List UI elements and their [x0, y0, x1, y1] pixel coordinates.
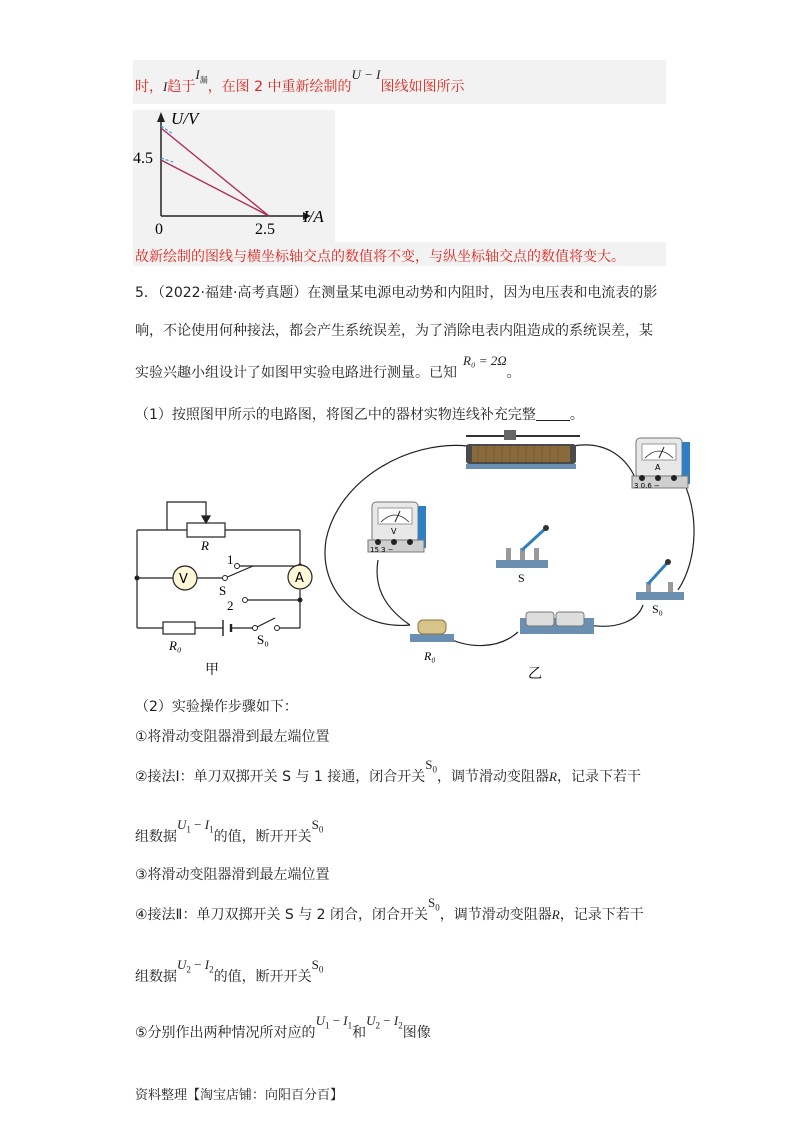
svg-text:A: A — [295, 571, 304, 586]
svg-text:1: 1 — [227, 552, 234, 567]
y-axis-label: U/V — [171, 110, 199, 128]
r0-formula: R₀ = 2Ω — [463, 353, 507, 368]
svg-text:V: V — [179, 572, 188, 587]
svg-text:S: S — [518, 571, 525, 585]
svg-text:R₀: R₀ — [424, 649, 436, 663]
svg-text:2: 2 — [227, 598, 234, 613]
u-i-graph — [133, 110, 335, 242]
svg-text:甲: 甲 — [205, 662, 219, 678]
svg-text:S₀: S₀ — [257, 632, 269, 647]
switch-s0-device — [636, 559, 684, 616]
x-tick-label: 2.5 — [255, 221, 275, 238]
circuit-physical-yi — [318, 420, 698, 685]
question-1: （1）按照图甲所示的电路图，将图乙中的器材实物连线补充完整 。 — [135, 407, 584, 423]
svg-text:15 3 −: 15 3 − — [370, 546, 394, 554]
conclusion-text: 故新绘制的图线与横坐标轴交点的数值将不变，与纵坐标轴交点的数值将变大。 — [135, 249, 625, 265]
answer-blank — [536, 406, 570, 421]
svg-text:S: S — [219, 583, 227, 598]
step-2-cont: 组数据$U_1 - I_1$的值，断开开关$S_0$ — [135, 817, 324, 845]
voltmeter-device — [368, 502, 426, 554]
problem-line-1: 5．（2022·福建·高考真题）在测量某电源电动势和内阻时，因为电压表和电流表的影 — [135, 285, 658, 301]
ammeter-device — [632, 438, 690, 490]
problem-line-3: 实验兴趣小组设计了如图甲实验电路进行测量。已知R₀ = 2Ω。 — [135, 353, 521, 381]
step-1: ①将滑动变阻器滑到最左端位置 — [135, 729, 330, 745]
x-axis-label: I/A — [303, 207, 324, 226]
r0-device — [410, 620, 454, 663]
battery-device — [520, 612, 594, 634]
top-note: 时，I趋于$I_漏$，在图 2 中重新绘制的U − I图线如图所示 — [135, 67, 465, 95]
svg-text:R₀: R₀ — [169, 638, 182, 653]
I-leak-label: $I_漏$ — [195, 67, 208, 85]
circuit-diagram-jia — [125, 490, 315, 685]
footer-credit: 资料整理【淘宝店铺：向阳百分百】 — [135, 1088, 344, 1103]
step-3: ③将滑动变阻器滑到最左端位置 — [135, 867, 330, 883]
rheostat-device — [466, 430, 580, 469]
step-4: ④接法Ⅱ：单刀双掷开关 S 与 2 闭合，闭合开关$S_0$，调节滑动变阻器R，记录下若干 — [135, 895, 644, 923]
problem-line-2: 响，不论使用何种接法，都会产生系统误差，为了消除电表内阻造成的系统误差，某 — [135, 323, 653, 339]
y-tick-label: 4.5 — [133, 150, 153, 167]
svg-text:V: V — [391, 527, 397, 536]
svg-text:A: A — [655, 463, 661, 472]
steps-title: （2）实验操作步骤如下： — [135, 699, 298, 715]
svg-text:乙: 乙 — [528, 666, 542, 682]
origin-label: 0 — [155, 221, 163, 238]
svg-text:R: R — [201, 538, 209, 553]
svg-text:3 0.6 −: 3 0.6 − — [634, 482, 660, 490]
step-5: ⑤分别作出两种情况所对应的$U_1 - I_1$和$U_2 - I_2$图像 — [135, 1013, 431, 1041]
step-2: ②接法Ⅰ：单刀双掷开关 S 与 1 接通，闭合开关$S_0$，调节滑动变阻器R，记录下若干 — [135, 757, 641, 785]
step-4-cont: 组数据$U_2 - I_2$的值，断开开关$S_0$ — [135, 957, 324, 985]
switch-s-device — [496, 525, 549, 585]
svg-text:S₀: S₀ — [652, 602, 663, 616]
